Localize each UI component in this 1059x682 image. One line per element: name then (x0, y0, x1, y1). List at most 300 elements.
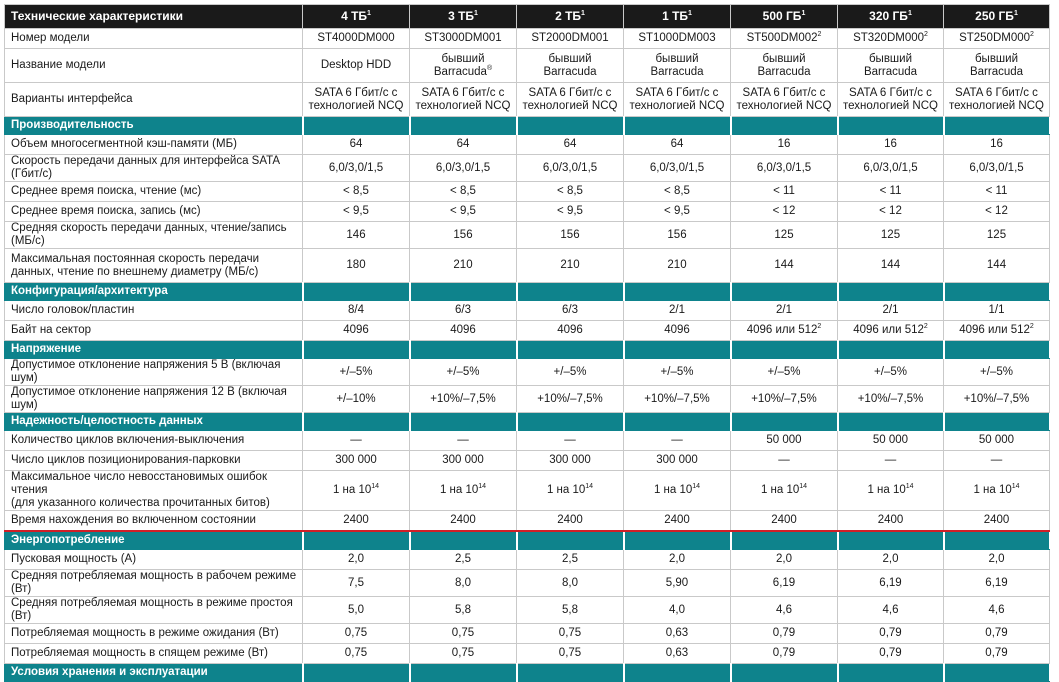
value-cell (303, 431, 410, 451)
value-cell (838, 222, 944, 249)
column-header-label: 320 ГБ (869, 9, 908, 23)
value-text: 146 (346, 228, 366, 241)
section-fill-cell (624, 283, 731, 301)
row-label-text: Скорость передачи данных для интерфейса SATA (Гбит/с) (11, 155, 280, 180)
value-text: SATA 6 Гбит/с с (955, 86, 1038, 99)
value-text: 2400 (557, 514, 583, 526)
value-cell (517, 359, 624, 386)
value-text: 180 (346, 259, 366, 271)
value-text: 0,63 (665, 647, 689, 659)
row-label-text: Байт на сектор (11, 324, 92, 336)
value-cell (731, 202, 838, 222)
section-header-row (5, 664, 1050, 682)
value-cell (410, 471, 517, 511)
value-text: +10%/–7,5% (644, 392, 710, 405)
value-cell (731, 49, 838, 83)
header-title: Технические характеристики (5, 5, 303, 29)
column-header-label: 3 ТБ (448, 9, 475, 23)
value-cell (517, 155, 624, 182)
section-title (5, 117, 303, 135)
value-cell (838, 550, 944, 570)
column-header (303, 5, 410, 29)
value-cell (624, 301, 731, 321)
section-fill-cell (303, 341, 410, 359)
section-fill-cell (303, 664, 410, 682)
value-cell (624, 597, 731, 624)
value-cell (731, 570, 838, 597)
value-text: 50 000 (872, 434, 909, 446)
spec-row (5, 550, 1050, 570)
value-cell (731, 182, 838, 202)
column-header-label: 250 ГБ (975, 9, 1014, 23)
value-cell (303, 301, 410, 321)
row-label-text: Средняя потребляемая мощность в рабочем режиме (Вт) (11, 570, 297, 595)
value-cell (624, 451, 731, 471)
column-header-label: 4 ТБ (341, 9, 368, 23)
value-text: 300 000 (442, 454, 484, 466)
value-text: 1 на 10 (332, 484, 372, 496)
value-cell (944, 451, 1050, 471)
value-text: 6,0/3,0/1,5 (328, 161, 384, 174)
value-text: технологией NCQ (522, 99, 618, 112)
row-label-text: Число циклов позиционирования-парковки (11, 454, 241, 466)
value-cell (303, 570, 410, 597)
value-text: 2,0 (669, 553, 685, 565)
value-cell (944, 249, 1050, 283)
value-cell (410, 83, 517, 117)
value-text: 210 (560, 259, 580, 271)
value-text: — (778, 454, 790, 466)
section-fill-cell (944, 664, 1050, 682)
value-cell (410, 135, 517, 155)
value-text: 1 на 10 (973, 484, 1012, 496)
row-label-text: Число головок/пластин (11, 304, 135, 316)
value-text: 8,0 (455, 576, 471, 589)
value-cell (731, 431, 838, 451)
value-text: +/–5% (660, 365, 694, 378)
value-text: 2/1 (776, 304, 792, 316)
value-text: 8/4 (348, 304, 364, 316)
value-text: 210 (667, 259, 687, 271)
row-label-text: (для указанного количества прочитанных битов) (11, 497, 270, 509)
footnote-mark: 14 (585, 483, 594, 491)
value-cell (731, 83, 838, 117)
value-text: 0,79 (985, 627, 1008, 639)
section-fill-cell (517, 117, 624, 135)
value-text: 50 000 (978, 434, 1015, 446)
spec-row (5, 222, 1050, 249)
row-label (5, 135, 303, 155)
value-text: < 9,5 (664, 205, 690, 217)
column-header-label: 1 ТБ (662, 9, 689, 23)
value-text: 2400 (664, 514, 690, 526)
section-fill-cell (731, 664, 838, 682)
value-text: 300 000 (549, 454, 591, 466)
spec-row (5, 301, 1050, 321)
section-fill-cell (517, 413, 624, 431)
value-cell (303, 359, 410, 386)
value-cell (303, 83, 410, 117)
value-text: 4,0 (669, 603, 685, 616)
column-header-label: 2 ТБ (555, 9, 582, 23)
spec-row (5, 155, 1050, 182)
value-text: 2400 (877, 514, 904, 526)
value-text: 6/3 (562, 304, 578, 316)
value-text: 4096 (450, 324, 476, 336)
section-title (5, 531, 303, 550)
value-cell (517, 386, 624, 413)
row-label-text: Объем многосегментной кэш-памяти (МБ) (11, 138, 237, 150)
value-cell (838, 624, 944, 644)
value-cell (731, 451, 838, 471)
value-text: +/–10% (336, 392, 376, 405)
value-text: — (457, 434, 469, 446)
value-text: — (884, 454, 897, 466)
value-text: 144 (986, 259, 1007, 271)
value-cell (624, 570, 731, 597)
value-cell (517, 321, 624, 341)
value-cell (624, 249, 731, 283)
value-cell (838, 182, 944, 202)
value-cell (410, 570, 517, 597)
value-cell (303, 155, 410, 182)
value-cell (838, 570, 944, 597)
value-cell (944, 570, 1050, 597)
row-label-text: Название модели (11, 59, 106, 71)
section-fill-cell (944, 531, 1050, 550)
section-title-text: Конфигурация/архитектура (11, 285, 168, 297)
row-label (5, 431, 303, 451)
value-cell (517, 570, 624, 597)
row-label-text: Максимальная постоянная скорость передачи (11, 252, 259, 265)
value-text: технологией NCQ (949, 99, 1044, 112)
row-label (5, 624, 303, 644)
value-text: 64 (349, 138, 363, 150)
value-text: 2,0 (348, 553, 364, 565)
value-cell (517, 222, 624, 249)
value-text: Barracuda (650, 65, 704, 78)
value-cell (944, 83, 1050, 117)
value-cell (944, 182, 1050, 202)
value-cell (624, 182, 731, 202)
value-text: 4096 (343, 324, 369, 336)
value-cell (517, 597, 624, 624)
value-text: SATA 6 Гбит/с с (421, 86, 505, 99)
value-text: 2,5 (562, 553, 578, 565)
value-text: 6,19 (985, 576, 1008, 589)
value-cell (624, 222, 731, 249)
value-text: +10%/–7,5% (751, 392, 817, 405)
value-text: ST250DM000 (959, 32, 1031, 44)
spec-row (5, 431, 1050, 451)
value-cell (410, 49, 517, 83)
value-text: 6,19 (772, 576, 796, 589)
value-cell (731, 597, 838, 624)
value-text: 156 (560, 228, 580, 241)
value-cell (944, 359, 1050, 386)
value-cell (731, 359, 838, 386)
value-cell (838, 511, 944, 532)
value-cell (838, 49, 944, 83)
value-cell (303, 182, 410, 202)
footnote-mark: ® (486, 64, 493, 72)
row-label-text: Максимальное число невосстановимых ошибок чтения (11, 471, 267, 496)
row-label-text: Средняя скорость передачи данных, чтение/запись (МБ/с) (11, 222, 287, 247)
value-cell (624, 550, 731, 570)
footnote-mark: 1 (1013, 10, 1018, 17)
row-label-text: Средняя потребляемая мощность в режиме простоя (Вт) (11, 597, 293, 622)
value-text: 2,0 (988, 553, 1005, 565)
value-text: 2,5 (455, 553, 471, 565)
value-text: ST500DM002 (746, 32, 818, 44)
value-text: 5,8 (455, 603, 471, 616)
value-text: 50 000 (766, 434, 802, 446)
value-cell (944, 597, 1050, 624)
footnote-mark: 1 (474, 10, 478, 17)
value-text: — (350, 434, 362, 446)
value-text: 0,75 (344, 647, 368, 659)
value-cell (731, 624, 838, 644)
value-cell (838, 597, 944, 624)
section-fill-cell (517, 341, 624, 359)
value-cell (624, 202, 731, 222)
section-fill-cell (944, 341, 1050, 359)
value-cell (624, 49, 731, 83)
row-label-text: Потребляемая мощность в режиме ожидания (Вт) (11, 627, 279, 639)
value-cell (517, 301, 624, 321)
header-row (5, 5, 1050, 29)
value-text: Barracuda (433, 65, 487, 78)
value-cell (838, 386, 944, 413)
row-label (5, 511, 303, 532)
value-text: 0,75 (558, 647, 582, 659)
value-text: 156 (453, 228, 473, 241)
row-label (5, 222, 303, 249)
value-cell (517, 550, 624, 570)
value-cell (410, 550, 517, 570)
value-text: Barracuda (543, 65, 597, 78)
value-text: < 8,5 (557, 185, 583, 197)
spec-row (5, 135, 1050, 155)
value-cell (517, 202, 624, 222)
section-fill-cell (838, 413, 944, 431)
value-cell (303, 202, 410, 222)
value-cell (410, 431, 517, 451)
value-cell (303, 550, 410, 570)
value-text: 5,90 (665, 576, 689, 589)
section-fill-cell (731, 413, 838, 431)
value-cell (944, 135, 1050, 155)
footnote-mark: 2 (1029, 323, 1034, 331)
column-header (517, 5, 624, 29)
value-text: +/–5% (874, 365, 907, 378)
value-cell (303, 386, 410, 413)
section-header-row (5, 531, 1050, 550)
value-cell (624, 135, 731, 155)
row-label-text: Варианты интерфейса (11, 93, 133, 105)
footnote-mark: 1 (907, 10, 912, 17)
row-label (5, 202, 303, 222)
value-cell (624, 471, 731, 511)
spec-row (5, 386, 1050, 413)
value-text: 16 (884, 138, 897, 150)
value-text: 64 (456, 138, 470, 150)
spec-row (5, 570, 1050, 597)
value-cell (838, 83, 944, 117)
value-text: бывший (974, 52, 1019, 65)
section-fill-cell (838, 117, 944, 135)
value-text: 0,75 (451, 647, 475, 659)
value-cell (944, 471, 1050, 511)
column-header (944, 5, 1050, 29)
footnote-mark: 14 (1011, 483, 1020, 491)
value-cell (731, 155, 838, 182)
value-cell (410, 624, 517, 644)
value-text: 2,0 (882, 553, 899, 565)
section-fill-cell (731, 283, 838, 301)
section-fill-cell (624, 413, 731, 431)
section-fill-cell (303, 283, 410, 301)
section-fill-cell (410, 117, 517, 135)
value-cell (517, 182, 624, 202)
value-cell (410, 511, 517, 532)
section-header-row (5, 413, 1050, 431)
value-cell (944, 431, 1050, 451)
value-cell (944, 550, 1050, 570)
footnote-mark: 14 (799, 483, 808, 491)
value-text: 125 (986, 228, 1007, 241)
row-label (5, 570, 303, 597)
value-text: < 9,5 (557, 205, 583, 217)
value-text: 0,63 (665, 627, 689, 639)
value-text: ST2000DM001 (531, 32, 609, 44)
value-text: 4096 или 512 (853, 324, 924, 336)
section-title-text: Энергопотребление (11, 534, 125, 546)
value-cell (303, 29, 410, 49)
value-cell (410, 321, 517, 341)
section-header-row (5, 117, 1050, 135)
value-cell (303, 511, 410, 532)
value-cell (624, 83, 731, 117)
column-header (410, 5, 517, 29)
value-cell (944, 624, 1050, 644)
value-text: 6,0/3,0/1,5 (649, 161, 705, 174)
value-text: 1 на 10 (760, 484, 800, 496)
section-title (5, 664, 303, 682)
value-cell (731, 511, 838, 532)
value-text: 125 (774, 228, 794, 241)
footnote-mark: 14 (478, 483, 487, 491)
value-text: < 12 (985, 205, 1008, 217)
value-cell (838, 155, 944, 182)
row-label (5, 29, 303, 49)
section-fill-cell (517, 531, 624, 550)
row-label-text: Среднее время поиска, чтение (мс) (11, 185, 202, 197)
value-text: < 8,5 (450, 185, 476, 197)
value-cell (410, 182, 517, 202)
value-text: < 9,5 (343, 205, 369, 217)
section-title-text: Условия хранения и эксплуатации (11, 666, 208, 678)
row-label-text: Количество циклов включения-выключения (11, 434, 245, 446)
value-cell (838, 359, 944, 386)
spec-row (5, 202, 1050, 222)
section-fill-cell (624, 117, 731, 135)
row-label-text: Среднее время поиска, запись (мс) (11, 205, 201, 217)
value-text: 6,0/3,0/1,5 (969, 161, 1024, 174)
row-label-text: Потребляемая мощность в спящем режиме (Вт) (11, 647, 269, 659)
section-title-text: Напряжение (11, 343, 82, 355)
value-cell (517, 451, 624, 471)
value-cell (410, 597, 517, 624)
value-text: 2400 (983, 514, 1010, 526)
section-fill-cell (410, 531, 517, 550)
value-text: < 9,5 (450, 205, 476, 217)
value-text: 156 (667, 228, 687, 241)
value-text: 6/3 (455, 304, 471, 316)
value-cell (838, 321, 944, 341)
value-cell (303, 321, 410, 341)
section-title-text: Производительность (11, 119, 134, 131)
value-text: бывший (548, 52, 592, 65)
value-text: 2/1 (882, 304, 899, 316)
section-fill-cell (410, 664, 517, 682)
section-header-row (5, 283, 1050, 301)
value-text: 6,0/3,0/1,5 (435, 161, 491, 174)
section-fill-cell (838, 664, 944, 682)
value-cell (731, 471, 838, 511)
footnote-mark: 2 (923, 323, 928, 331)
value-cell (303, 249, 410, 283)
value-cell (944, 29, 1050, 49)
footnote-mark: 14 (905, 483, 914, 491)
value-cell (838, 249, 944, 283)
row-label (5, 83, 303, 117)
value-text: +10%/–7,5% (963, 392, 1030, 405)
value-text: 0,75 (451, 627, 475, 639)
section-fill-cell (624, 664, 731, 682)
spec-row (5, 321, 1050, 341)
value-text: 6,0/3,0/1,5 (542, 161, 598, 174)
spec-table (4, 4, 1050, 682)
row-label-text: Допустимое отклонение напряжения 12 В (включая шум) (11, 386, 287, 411)
value-text: < 11 (879, 185, 902, 197)
section-title (5, 341, 303, 359)
value-text: 0,79 (879, 647, 902, 659)
value-cell (517, 471, 624, 511)
value-text: технологией NCQ (843, 99, 938, 112)
spec-row (5, 83, 1050, 117)
value-text: 6,0/3,0/1,5 (756, 161, 812, 174)
row-label (5, 597, 303, 624)
value-text: SATA 6 Гбит/с с (528, 86, 612, 99)
value-text: 2,0 (776, 553, 792, 565)
value-cell (303, 49, 410, 83)
value-text: 0,75 (558, 627, 582, 639)
value-text: — (564, 434, 576, 446)
spec-row (5, 29, 1050, 49)
value-text: < 11 (985, 185, 1008, 197)
value-text: 0,79 (772, 627, 796, 639)
value-text: 4,6 (776, 603, 792, 616)
value-cell (517, 511, 624, 532)
value-text: бывший (441, 52, 485, 65)
value-cell (944, 49, 1050, 83)
row-label-text: Номер модели (11, 32, 90, 44)
value-text: 7,5 (348, 576, 364, 589)
value-text: — (990, 454, 1003, 466)
value-text: Barracuda (757, 65, 811, 78)
column-header (731, 5, 838, 29)
